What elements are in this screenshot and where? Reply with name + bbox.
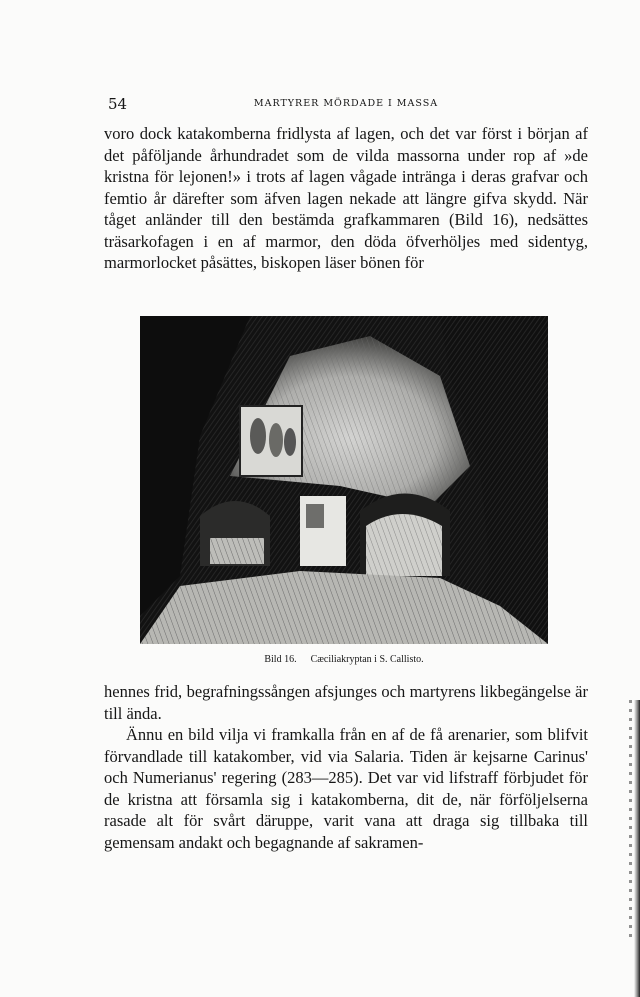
page-edge-marks: [629, 700, 632, 940]
page-number: 54: [108, 95, 128, 113]
fresco-panel: [240, 406, 302, 476]
crypt-engraving: [140, 316, 548, 644]
paragraph-3: Ännu en bild vilja vi framkalla från en af de få arenarier, som blifvit förvandlade till katakomber, vid via Salaria. Tiden är kejsarne Carinus' och Numerianus' regering (283—285). Det var vid lifstraff förbjudet för de kristna att församla sig i katakomberna, dit de, när förföljelserna rasade alt för svårt däruppe, varit vana att draga sig tillbaka till gemensam andakt och begagnande af sakramen-: [104, 725, 588, 852]
engraving-illustration: [140, 316, 548, 644]
figure-caption: [140, 654, 548, 665]
figure-label: Bild 16.: [264, 654, 297, 665]
page-edge-shadow: [634, 700, 640, 997]
page-header: [104, 95, 588, 113]
figure-caption-text: Cæciliakryptan i S. Callisto.: [310, 654, 424, 665]
paragraph-1: voro dock katakomberna fridlysta af lagen, och det var först i början af det påföljande århundradet som de vilda massorna under rop af »de kristna för lejonen!» i trots af lagen vågade inträngа i deras grafvar och femtio år därefter som äfven lagen nekade att längre gifva skydd. När tåget anländer till den bestämda grafkammaren (Bild 16), nedsättes träsarkofagen i en af marmor, den döda öfverhöljes med sidentyg, marmorlocket påsättes, biskopen läser bönen för: [104, 124, 588, 272]
running-title: MARTYRER MÖRDADE I MASSA: [253, 98, 439, 109]
paragraph-2: hennes frid, begrafningssången afsjunges och martyrens likbegängelse är till ända.: [104, 682, 588, 723]
